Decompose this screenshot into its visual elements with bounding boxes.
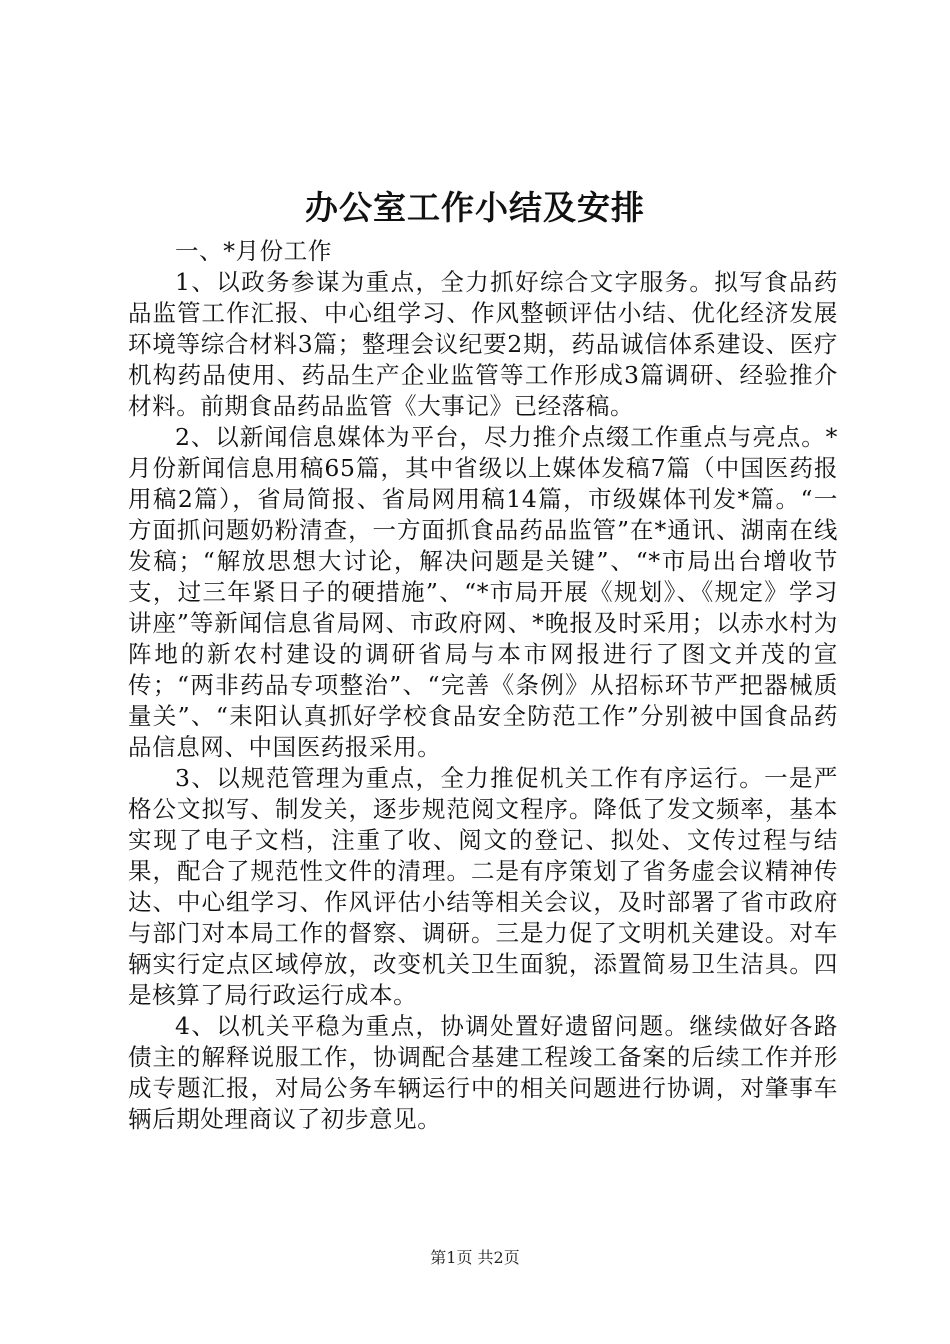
paragraph-item-1: 1、以政务参谋为重点，全力抓好综合文字服务。拟写食品药品监管工作汇报、中心组学习、作风整顿评估小结、优化经济发展环境等综合材料3篇；整理会议纪要2期，药品诚信体系建设、医疗机构药品使用、药品生产企业监管等工作形成3篇调研、经验推介材料。前期食品药品监管《大事记》已经落稿。 <box>128 268 838 420</box>
section-heading: 一、*月份工作 <box>175 237 332 265</box>
paragraph-item-2: 2、以新闻信息媒体为平台，尽力推介点缀工作重点与亮点。*月份新闻信息用稿65篇，其中省级以上媒体发稿7篇（中国医药报用稿2篇），省局简报、省局网用稿14篇，市级媒体刊发*篇。“一方面抓问题奶粉清查，一方面抓食品药品监管”在*通讯、湖南在线发稿；“解放思想大讨论，解决问题是关键”、“*市局出台增收节支，过三年紧日子的硬措施”、“*市局开展《规划》、《规定》学习讲座”等新闻信息省局网、市政府网、*晚报及时采用；以赤水村为阵地的新农村建设的调研省局与本市网报进行了图文并茂的宣传；“两非药品专项整治”、“完善《条例》从招标环节严把器械质量关”、“耒阳认真抓好学校食品安全防范工作”分别被中国食品药品信息网、中国医药报采用。 <box>128 423 838 761</box>
document-body <box>128 236 838 1135</box>
paragraph-item-3: 3、以规范管理为重点，全力推促机关工作有序运行。一是严格公文拟写、制发关，逐步规范阅文程序。降低了发文频率，基本实现了电子文档，注重了收、阅文的登记、拟处、文传过程与结果，配合了规范性文件的清理。二是有序策划了省务虚会议精神传达、中心组学习、作风评估小结等相关会议，及时部署了省市政府与部门对本局工作的督察、调研。三是力促了文明机关建设。对车辆实行定点区域停放，改变机关卫生面貌，添置简易卫生洁具。四是核算了局行政运行成本。 <box>128 764 838 1009</box>
page-number-footer: 第1页 共2页 <box>430 1248 520 1267</box>
paragraph-item-4: 4、以机关平稳为重点，协调处置好遗留问题。继续做好各路债主的解释说服工作，协调配合基建工程竣工备案的后续工作并形成专题汇报，对局公务车辆运行中的相关问题进行协调，对肇事车辆后期处理商议了初步意见。 <box>128 1012 838 1133</box>
document-title: 办公室工作小结及安排 <box>305 188 645 227</box>
